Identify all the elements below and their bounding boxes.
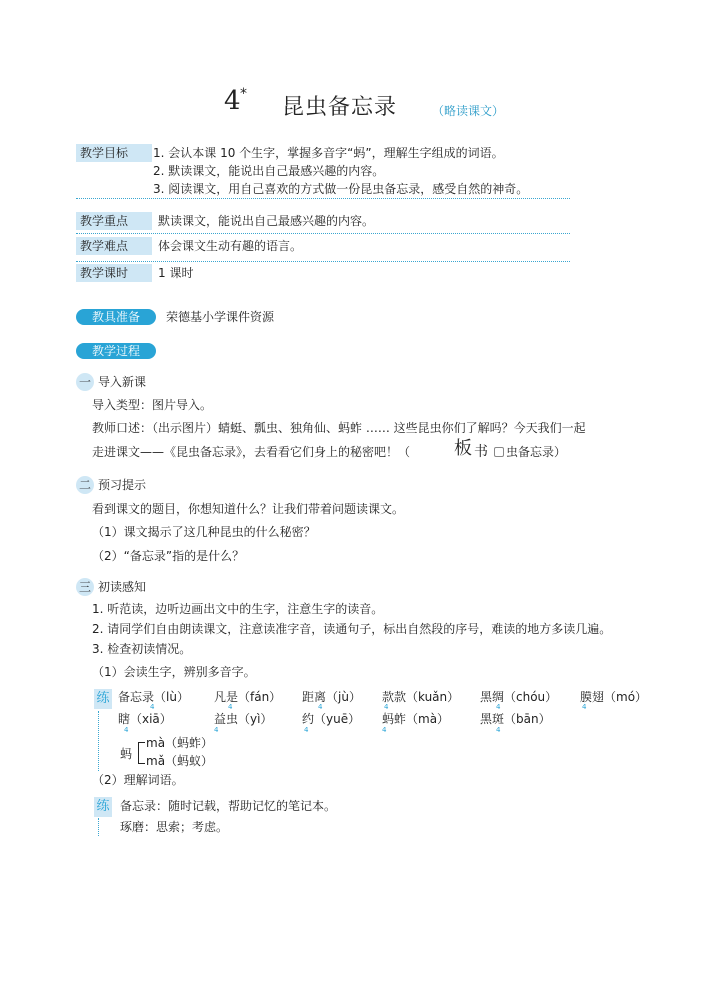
word-item: 黑斑（bān） [480, 712, 551, 726]
word-item: 款款（kuǎn） [382, 690, 460, 704]
sub-heading: （1）会读生字，辨别多音字。 [92, 665, 256, 679]
word-item: 益虫（yì） [214, 712, 273, 726]
tone-mark: 4 [124, 726, 129, 734]
step-1: 1. 听范读，边听边画出文中的生字，注意生字的读音。 [92, 602, 384, 616]
divider [76, 198, 570, 199]
section-title: 导入新课 [98, 375, 147, 389]
goal-label: 教学目标 [76, 144, 152, 162]
side-bar [98, 711, 99, 771]
goal-3: 3. 阅读课文，用自己喜欢的方式做一份昆虫备忘录，感受自然的神奇。 [153, 182, 529, 196]
word-item: 约（yuē） [302, 712, 361, 726]
word-definition: 备忘录：随时记载，帮助记忆的笔记本。 [120, 799, 337, 813]
tone-mark: 4 [496, 726, 501, 734]
time-text: 1 课时 [158, 266, 194, 280]
tone-mark: 4 [150, 703, 155, 711]
polyphone-reading: mà（蚂蚱） [146, 736, 214, 750]
intro-type: 导入类型：图片导入。 [92, 398, 213, 412]
goal-1: 1. 会认本课 10 个生字，掌握多音字“蚂”，理解生字组成的词语。 [153, 146, 504, 160]
question-1: （1）课文揭示了这几种昆虫的什么秘密？ [92, 525, 316, 539]
step-3: 3. 检查初读情况。 [92, 642, 192, 656]
board-icon [494, 447, 504, 457]
section-title: 预习提示 [98, 478, 147, 492]
tone-mark: 4 [318, 703, 323, 711]
process-label: 教学过程 [76, 343, 156, 359]
word-item: 距离（jù） [302, 690, 361, 704]
tone-mark: 4 [496, 703, 501, 711]
word-definition: 琢磨：思索；考虑。 [120, 820, 229, 834]
polyphone-reading: mǎ（蚂蚁） [146, 754, 214, 768]
tone-mark: 4 [382, 726, 387, 734]
lesson-star: * [240, 86, 247, 102]
divider [76, 261, 570, 262]
tone-mark: 4 [304, 726, 309, 734]
board-mark: 书 [474, 444, 488, 460]
intro-line: 走进课文——《昆虫备忘录》，去看看它们身上的秘密吧！（ [92, 445, 411, 459]
difficulty-text: 体会课文生动有趣的语言。 [158, 239, 303, 253]
tone-mark: 4 [384, 703, 389, 711]
section-number: 二 [76, 476, 94, 494]
practice-tag: 练 [94, 797, 112, 817]
prep-label: 教具准备 [76, 309, 156, 325]
prep-text: 荣德基小学课件资源 [166, 310, 275, 324]
tone-mark: 4 [228, 703, 233, 711]
intro-line: 教师口述：（出示图片）蜻蜓、瓢虫、独角仙、蚂蚱 …… 这些昆虫你们了解吗？今天我们一起 [92, 421, 586, 435]
side-bar [98, 818, 99, 836]
goal-2: 2. 默读课文，能说出自己最感兴趣的内容。 [153, 164, 385, 178]
lesson-number: 4 [224, 86, 241, 116]
divider [76, 233, 570, 234]
question-2: （2）“备忘录”指的是什么？ [92, 549, 245, 563]
title-note: （略读课文） [432, 104, 505, 118]
word-item: 黑绸（chóu） [480, 690, 558, 704]
practice-tag: 练 [94, 689, 112, 709]
key-label: 教学重点 [76, 212, 152, 230]
time-label: 教学课时 [76, 264, 152, 282]
board-mark: 板 [454, 438, 472, 459]
preview-text: 看到课文的题目，你想知道什么？让我们带着问题读课文。 [92, 502, 405, 516]
key-text: 默读课文，能说出自己最感兴趣的内容。 [158, 214, 375, 228]
section-number: 三 [76, 578, 94, 596]
intro-line-end: 虫备忘录） [506, 445, 567, 459]
word-item: 备忘录（lù） [118, 690, 189, 704]
section-number: 一 [76, 373, 94, 391]
section-title: 初读感知 [98, 580, 147, 594]
difficulty-label: 教学难点 [76, 237, 152, 255]
step-2: 2. 请同学们自由朗读课文，注意读准字音，读通句子，标出自然段的序号，难读的地方多读几遍。 [92, 622, 612, 636]
tone-mark: 4 [214, 726, 219, 734]
word-item: 瞎（xiā） [118, 712, 172, 726]
polyphone-char: 蚂 [120, 747, 133, 761]
page-title: 昆虫备忘录 [282, 95, 398, 120]
word-item: 凡是（fán） [214, 690, 282, 704]
brace-icon [138, 742, 145, 764]
word-item: 膜翅（mó） [580, 690, 648, 704]
tone-mark: 4 [582, 703, 587, 711]
sub-heading: （2）理解词语。 [92, 773, 184, 787]
word-item: 蚂蚱（mà） [382, 712, 450, 726]
